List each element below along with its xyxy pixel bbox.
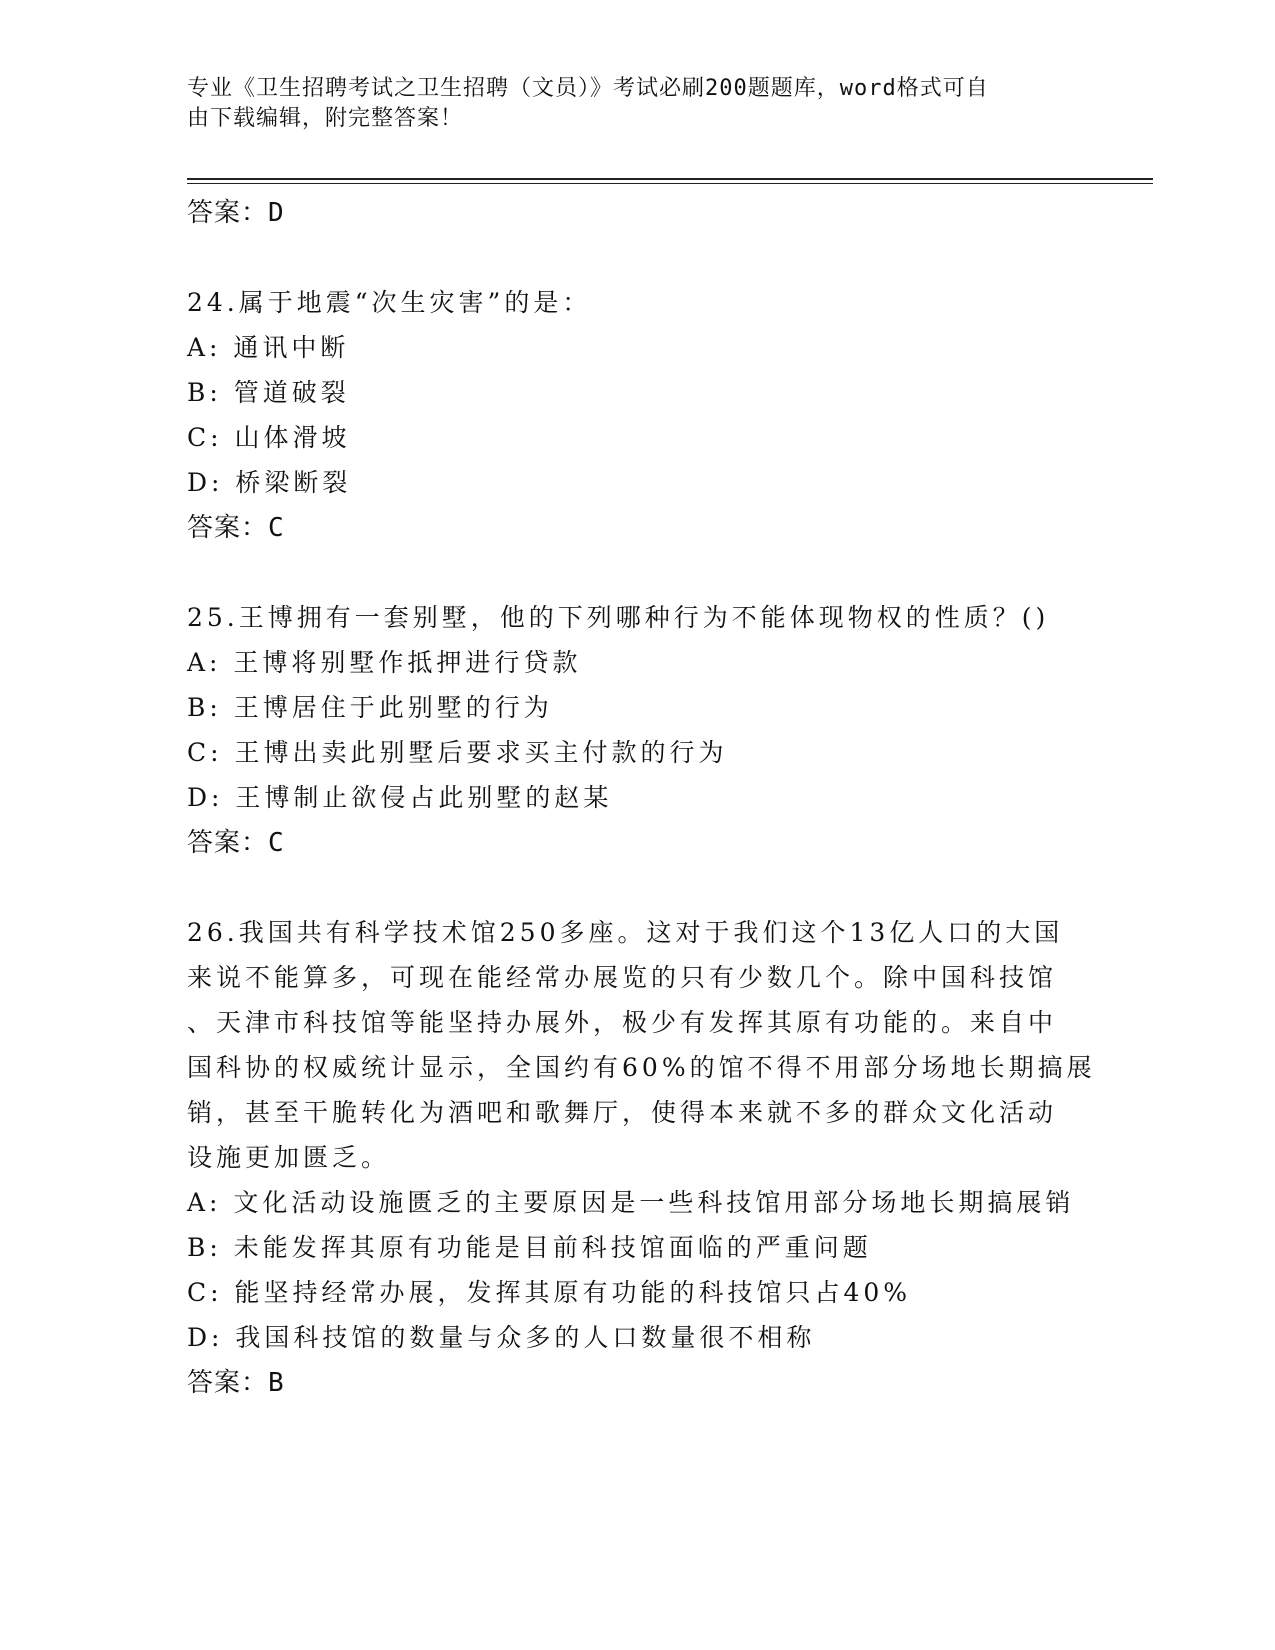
spacer <box>187 236 1087 280</box>
question-list <box>187 190 1096 1406</box>
option-d: D: 我国科技馆的数量与众多的人口数量很不相称 <box>187 1323 816 1352</box>
document-header <box>187 74 1067 134</box>
answer: 答案：C <box>187 513 285 543</box>
header-line-1: 专业《卫生招聘考试之卫生招聘（文员）》考试必刷200题题库，word格式可自 <box>187 76 989 101</box>
option-d: D: 桥梁断裂 <box>187 468 352 497</box>
option-b: B: 未能发挥其原有功能是目前科技馆面临的严重问题 <box>187 1233 872 1262</box>
question-26 <box>187 910 1096 1406</box>
spacer <box>187 866 1087 910</box>
header-divider-thin <box>187 183 1153 184</box>
stem-line: 24.属于地震“次生灾害”的是： <box>187 288 592 317</box>
option-c: C: 能坚持经常办展，发挥其原有功能的科技馆只占40% <box>187 1278 912 1307</box>
option-c: C: 山体滑坡 <box>187 423 351 452</box>
option-d: D: 王博制止欲侵占此别墅的赵某 <box>187 783 613 812</box>
question-stem <box>187 280 1087 325</box>
stem-line: 设施更加匮乏。 <box>187 1143 391 1172</box>
question-stem <box>187 910 1096 1180</box>
option-b: B: 王博居住于此别墅的行为 <box>187 693 553 722</box>
stem-line: 、天津市科技馆等能坚持办展外，极少有发挥其原有功能的。来自中 <box>187 1008 1058 1037</box>
header-line-2: 由下载编辑，附完整答案！ <box>187 106 464 131</box>
stem-line: 25.王博拥有一套别墅，他的下列哪种行为不能体现物权的性质？() <box>187 603 1050 632</box>
option-c: C: 王博出卖此别墅后要求买主付款的行为 <box>187 738 728 767</box>
option-a: A: 通讯中断 <box>187 333 350 362</box>
question-stem <box>187 595 1087 640</box>
spacer <box>187 551 1087 595</box>
option-a: A: 文化活动设施匮乏的主要原因是一些科技馆用部分场地长期搞展销 <box>187 1188 1075 1217</box>
option-b: B: 管道破裂 <box>187 378 350 407</box>
question-24 <box>187 280 1087 551</box>
stem-line: 26.我国共有科学技术馆250多座。这对于我们这个13亿人口的大国 <box>187 918 1064 947</box>
option-a: A: 王博将别墅作抵押进行贷款 <box>187 648 582 677</box>
answer: 答案：B <box>187 1368 285 1398</box>
stem-line: 国科协的权威统计显示，全国约有60%的馆不得不用部分场地长期搞展 <box>187 1053 1096 1082</box>
previous-answer: 答案：D <box>187 198 285 228</box>
answer: 答案：C <box>187 828 285 858</box>
stem-line: 来说不能算多，可现在能经常办展览的只有少数几个。除中国科技馆 <box>187 963 1058 992</box>
stem-line: 销，甚至干脆转化为酒吧和歌舞厅，使得本来就不多的群众文化活动 <box>187 1098 1058 1127</box>
question-25 <box>187 595 1087 866</box>
header-divider-thick <box>187 178 1153 180</box>
